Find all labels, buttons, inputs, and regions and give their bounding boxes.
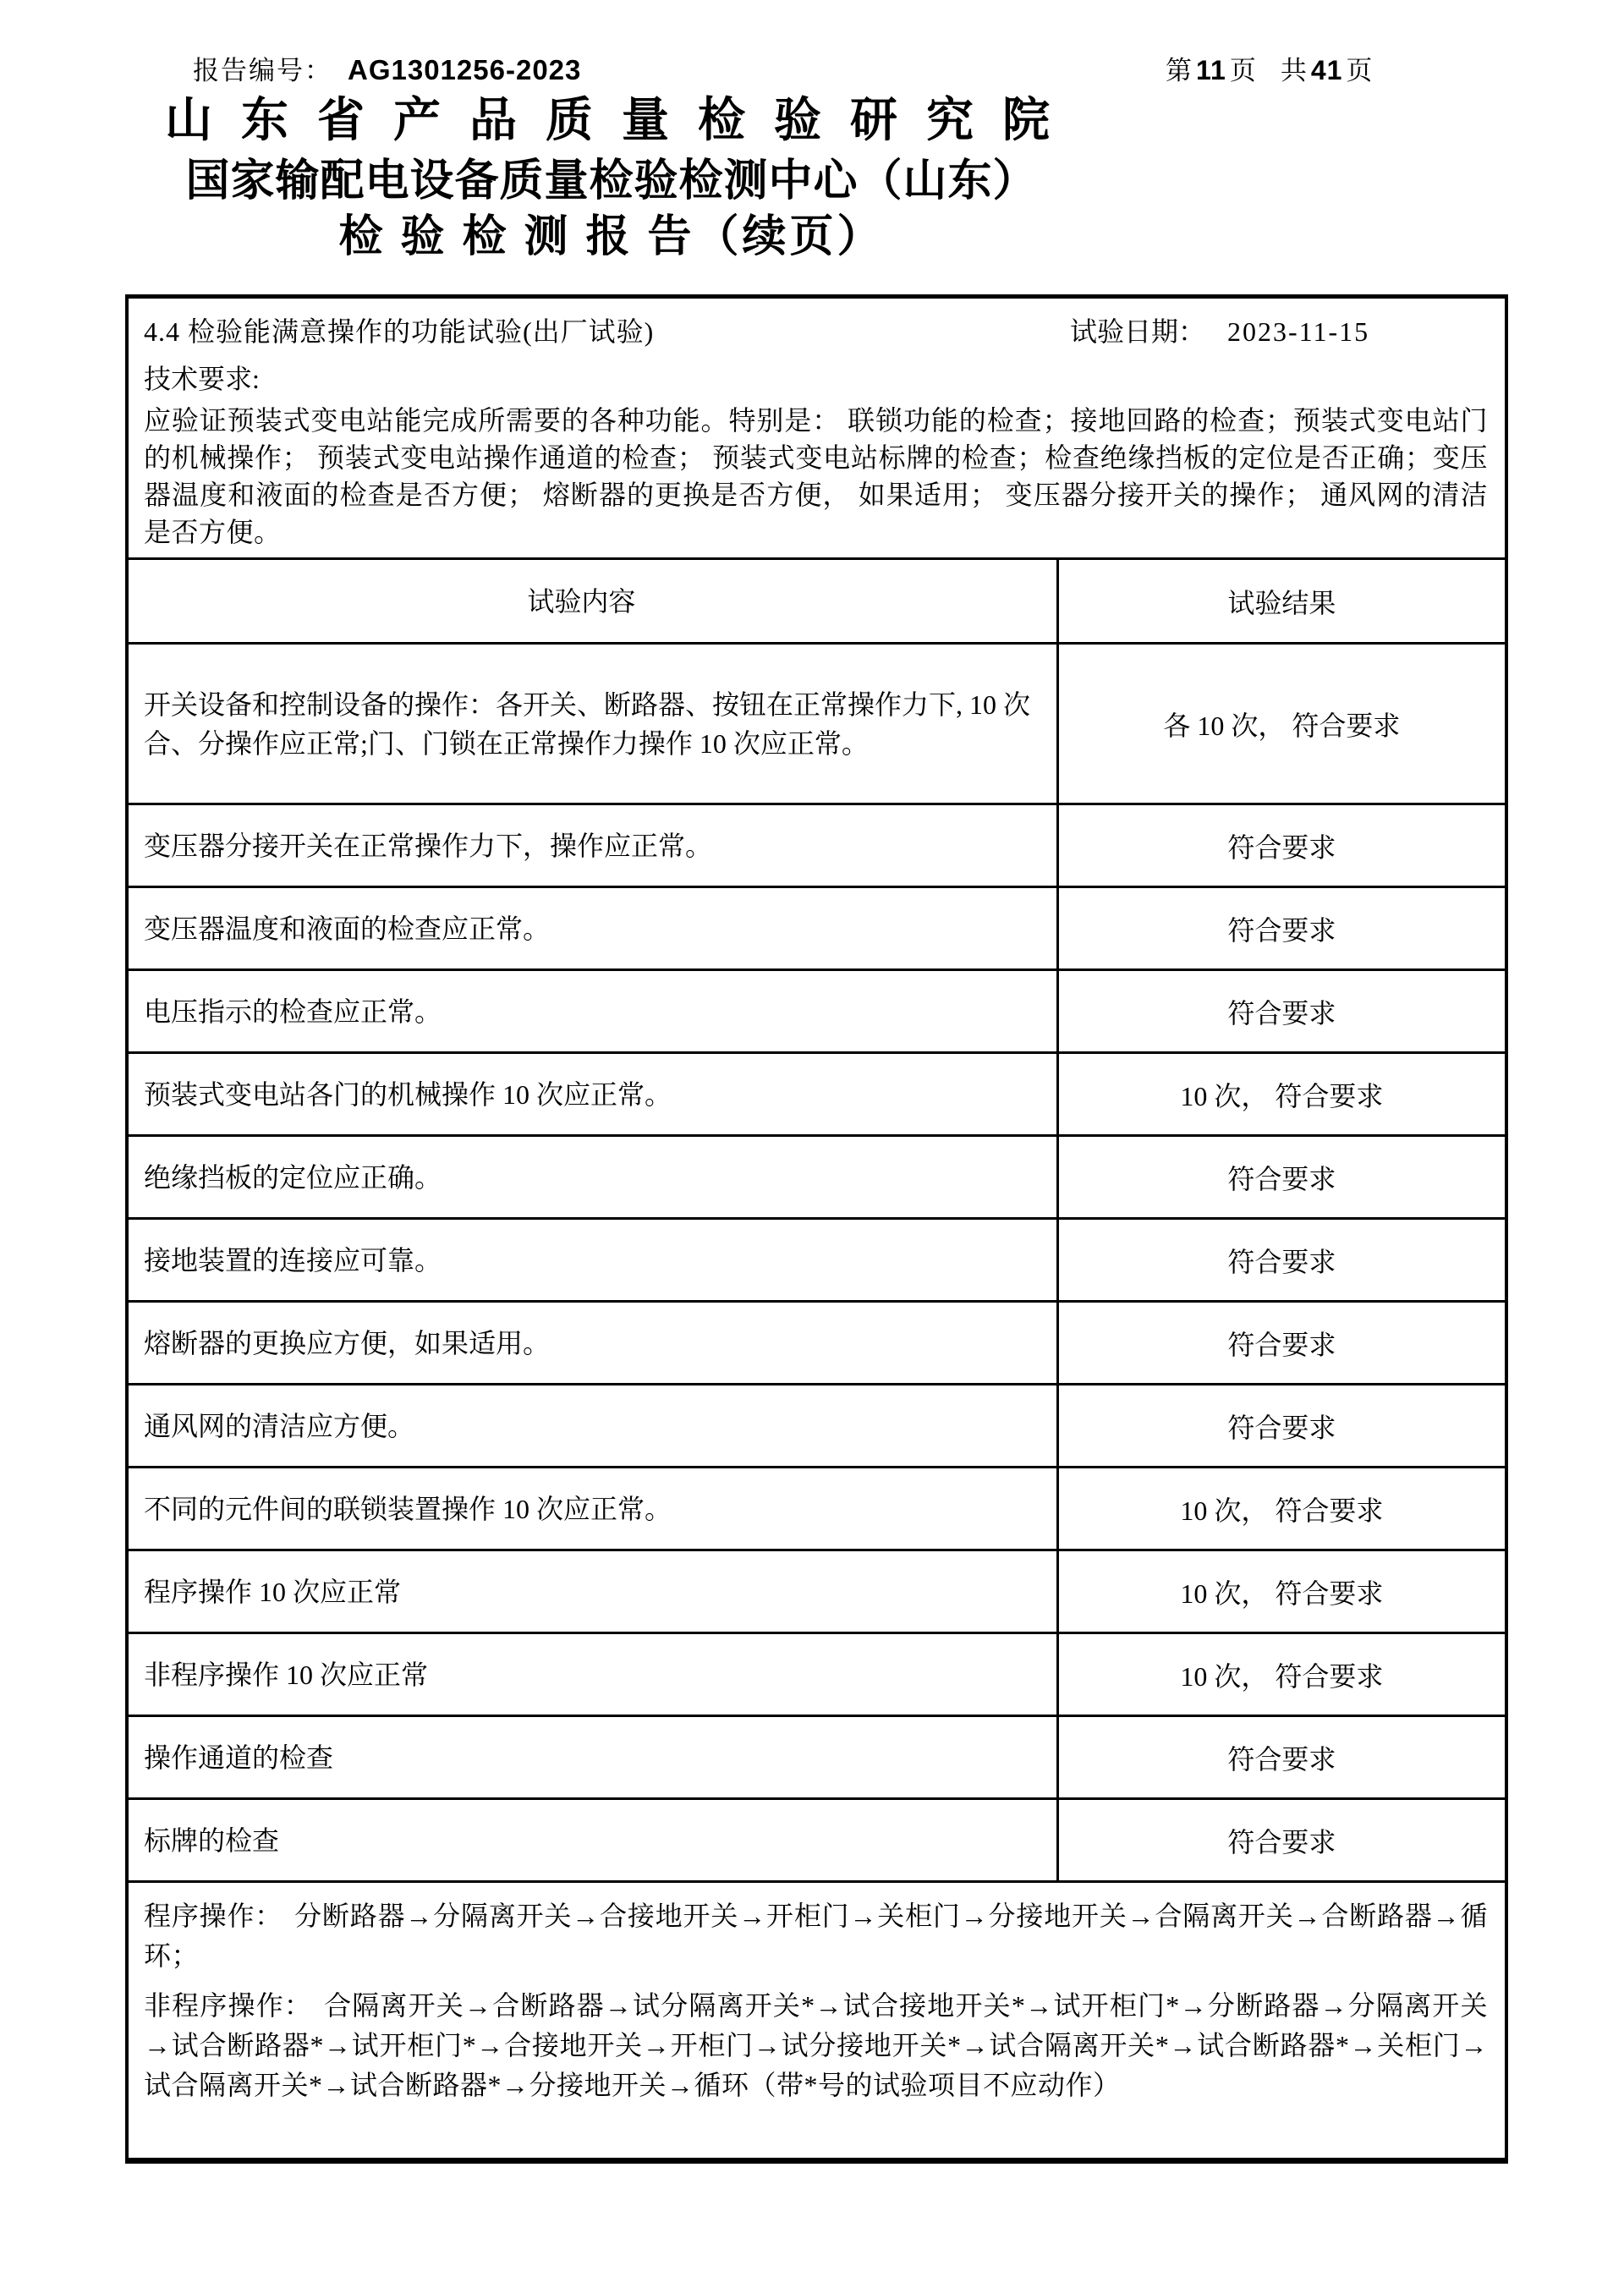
institute-title: 山 东 省 产 品 质 量 检 验 研 究 院 xyxy=(165,95,1058,147)
table-row xyxy=(129,1468,1505,1551)
program-operation-note xyxy=(144,1896,1488,1976)
test-result-cell: 10 次， 符合要求 xyxy=(1180,1577,1384,1609)
table-row xyxy=(129,1137,1505,1220)
test-result-cell: 符合要求 xyxy=(1227,914,1336,946)
page-word-di: 第 xyxy=(1166,56,1193,85)
test-date-label: 试验日期： xyxy=(1070,316,1206,347)
table-row xyxy=(129,1303,1505,1385)
report-number xyxy=(193,49,581,87)
operation-sequence-notes xyxy=(129,1883,1505,2105)
report-title: 检 验 检 测 报 告（续页） xyxy=(338,213,885,261)
page-word-ye: 页 xyxy=(1229,56,1257,85)
table-row xyxy=(129,1385,1505,1468)
center-title: 国家输配电设备质量检验检测中心（山东） xyxy=(185,157,1038,206)
results-table xyxy=(129,557,1505,1883)
table-row xyxy=(129,888,1505,971)
test-result-cell: 符合要求 xyxy=(1227,1329,1336,1360)
test-result-cell: 10 次， 符合要求 xyxy=(1180,1660,1384,1692)
test-content-cell: 预装式变电站各门的机械操作 10 次应正常。 xyxy=(129,1054,1059,1134)
table-row xyxy=(129,1800,1505,1883)
page-word-gong: 共 xyxy=(1280,56,1308,85)
clause-row xyxy=(144,307,1488,356)
nonprogram-operation-label: 非程序操作： xyxy=(144,1990,313,2021)
test-result-cell: 符合要求 xyxy=(1227,1412,1336,1443)
test-result-cell: 10 次， 符合要求 xyxy=(1180,1080,1384,1111)
test-result-cell: 10 次， 符合要求 xyxy=(1180,1495,1384,1526)
report-number-value: AG1301256-2023 xyxy=(348,54,582,85)
test-content-cell: 电压指示的检查应正常。 xyxy=(129,971,1059,1051)
column-header-test-content: 试验内容 xyxy=(129,560,1059,642)
nonprogram-operation-sequence: 合隔离开关→合断路器→试分隔离开关*→试合接地开关*→试开柜门*→分断路器→分隔离开关→试合断路器*→试开柜门*→合接地开关→开柜门→试分接地开关*→试合隔离开关*→试合断路器*→关柜门→试合隔离开关*→试合断路器*→分接地开关→循环（带*号的试验项目不应动作） xyxy=(144,1990,1488,2100)
table-row xyxy=(129,1054,1505,1137)
table-row xyxy=(129,1634,1505,1717)
test-result-cell: 符合要求 xyxy=(1227,1163,1336,1194)
test-content-cell: 变压器温度和液面的检查应正常。 xyxy=(129,888,1059,968)
test-result-cell: 符合要求 xyxy=(1227,1826,1336,1857)
test-content-cell: 操作通道的检查 xyxy=(129,1717,1059,1797)
report-box xyxy=(125,294,1508,2164)
test-result-cell: 符合要求 xyxy=(1227,831,1336,863)
page-word-ye2: 页 xyxy=(1346,56,1374,85)
nonprogram-operation-note xyxy=(144,1986,1488,2105)
test-content-cell: 开关设备和控制设备的操作：各开关、断路器、按钮在正常操作力下, 10 次合、分操作应正常;门、门锁在正常操作力操作 10 次应正常。 xyxy=(129,645,1059,803)
test-content-cell: 程序操作 10 次应正常 xyxy=(129,1551,1059,1632)
test-content-cell: 接地装置的连接应可靠。 xyxy=(129,1220,1059,1300)
table-row xyxy=(129,1220,1505,1303)
test-content-cell: 标牌的检查 xyxy=(129,1800,1059,1880)
page-number: 11 xyxy=(1196,55,1226,85)
test-content-cell: 绝缘挡板的定位应正确。 xyxy=(129,1137,1059,1217)
table-row xyxy=(129,1717,1505,1800)
table-header-row xyxy=(129,560,1505,645)
test-date-value: 2023-11-15 xyxy=(1227,316,1370,347)
test-result-cell: 符合要求 xyxy=(1227,997,1336,1029)
test-content-cell: 变压器分接开关在正常操作力下，操作应正常。 xyxy=(129,805,1059,886)
table-row xyxy=(129,805,1505,888)
test-result-cell: 符合要求 xyxy=(1227,1743,1336,1775)
table-row xyxy=(129,645,1505,805)
column-header-test-result: 试验结果 xyxy=(1227,587,1336,618)
page-total: 41 xyxy=(1310,55,1343,85)
doc-header xyxy=(193,49,1514,90)
test-date xyxy=(1070,307,1369,356)
report-number-label: 报告编号： xyxy=(193,56,332,85)
program-operation-label: 程序操作： xyxy=(144,1901,283,1931)
tech-requirements-label: 技术要求: xyxy=(144,364,260,394)
test-result-cell: 各 10 次， 符合要求 xyxy=(1163,710,1401,741)
table-row xyxy=(129,971,1505,1054)
clause-section xyxy=(129,299,1505,557)
test-content-cell: 通风网的清洁应方便。 xyxy=(129,1385,1059,1466)
test-content-cell: 熔断器的更换应方便，如果适用。 xyxy=(129,1303,1059,1383)
test-content-cell: 不同的元件间的联锁装置操作 10 次应正常。 xyxy=(129,1468,1059,1549)
clause-heading: 4.4 检验能满意操作的功能试验(出厂试验) xyxy=(144,316,655,347)
tech-requirements-text: 应验证预装式变电站能完成所需要的各种功能。特别是： 联锁功能的检查；接地回路的检查；预装式变电站门的机械操作； 预装式变电站操作通道的检查； 预装式变电站标牌的检查；检查绝缘挡板的定位是否正确；变压器温度和液面的检查是否方便； 熔断器的更换是否方便， 如果适用； 变压器分接开关的操作； 通风网的清洁是否方便。 xyxy=(144,405,1488,547)
test-content-cell: 非程序操作 10 次应正常 xyxy=(129,1634,1059,1715)
table-row xyxy=(129,1551,1505,1634)
title-block xyxy=(125,88,1098,266)
page-indicator xyxy=(1166,49,1373,87)
program-operation-sequence: 分断路器→分隔离开关→合接地开关→开柜门→关柜门→分接地开关→合隔离开关→合断路器→循环； xyxy=(144,1901,1488,1971)
test-result-cell: 符合要求 xyxy=(1227,1246,1336,1277)
